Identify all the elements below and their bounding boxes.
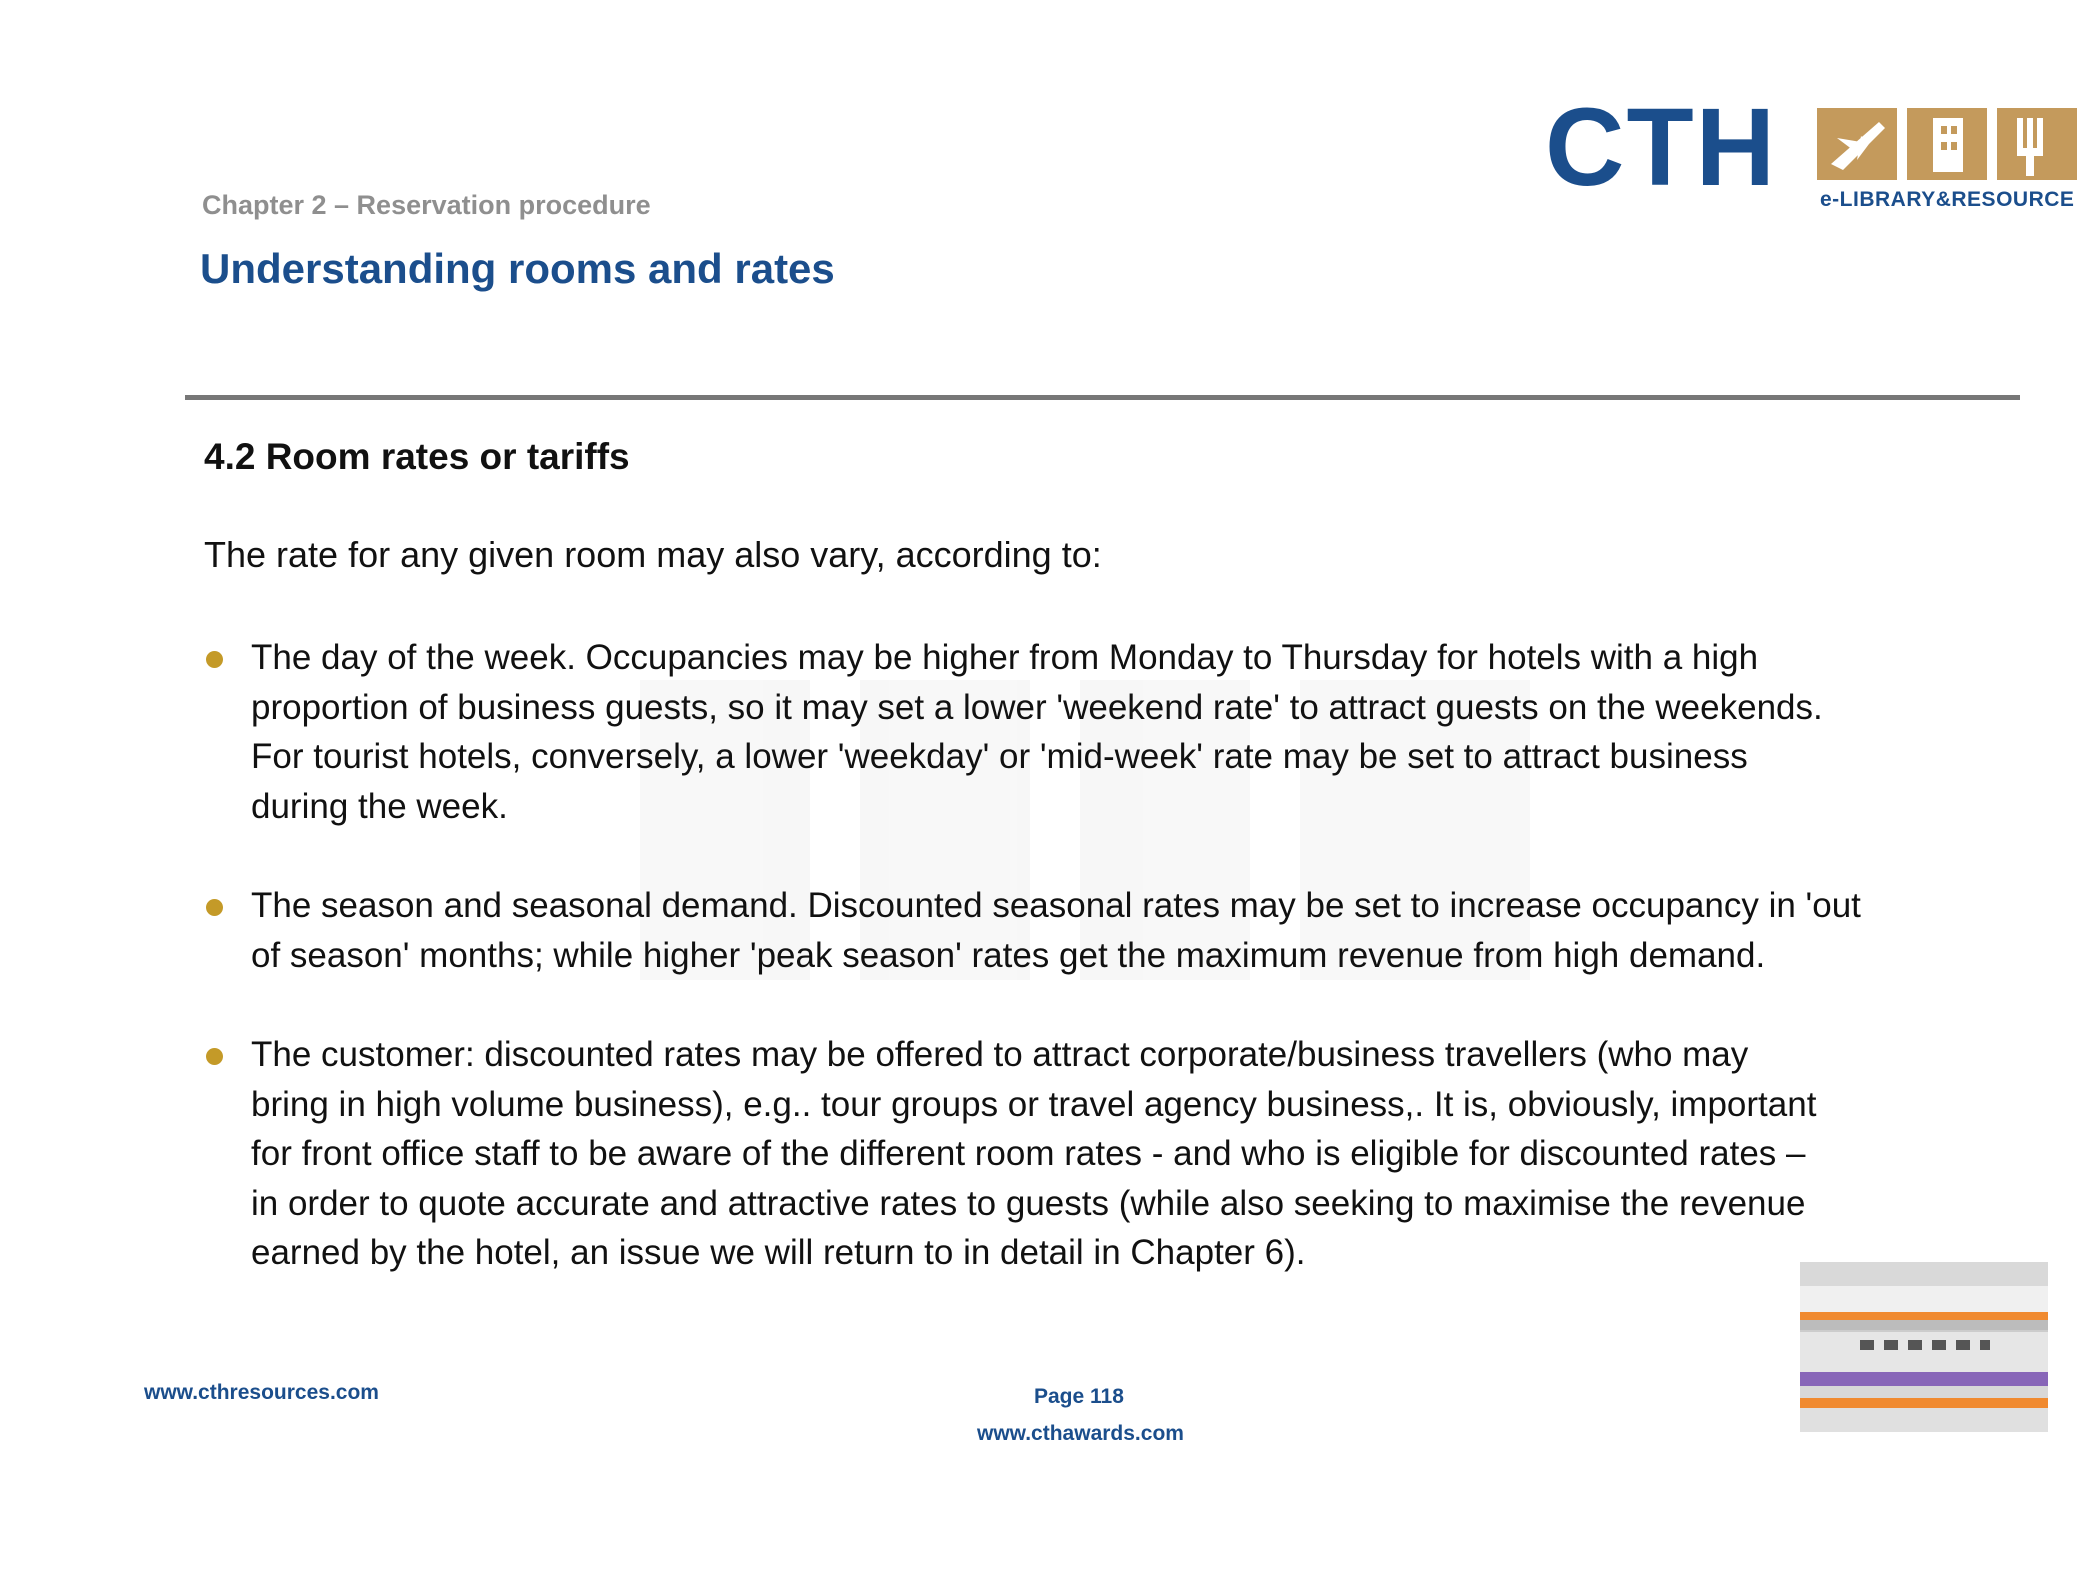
- section-heading: 4.2 Room rates or tariffs: [204, 436, 630, 477]
- bullet-line: proportion of business guests, so it may set a lower 'weekend rate' to attract guests on the weekends.: [251, 687, 1823, 727]
- logo-wordmark: CTH: [1545, 86, 1778, 209]
- airplane-icon: [1817, 108, 1897, 180]
- page-title: Understanding rooms and rates: [200, 245, 835, 292]
- bullet-line: For tourist hotels, conversely, a lower 'weekday' or 'mid-week' rate may be set to attract business: [251, 737, 1748, 777]
- bullet-dot: [206, 651, 223, 668]
- logo-subtitle: e-LIBRARY&RESOURCE: [1820, 188, 2075, 211]
- bullet-line: of season' months; while higher 'peak season' rates get the maximum revenue from high demand.: [251, 935, 1766, 975]
- bullet-line: for front office staff to be aware of the different room rates - and who is eligible for discounted rates –: [251, 1134, 1806, 1174]
- page-number: Page 118: [1034, 1385, 1124, 1408]
- bullet-text: [251, 881, 2001, 980]
- intro-paragraph: The rate for any given room may also vary, according to:: [204, 534, 1102, 575]
- books-illustration: [1800, 1262, 2048, 1432]
- bullet-line: The day of the week. Occupancies may be higher from Monday to Thursday for hotels with a high: [251, 638, 1759, 677]
- header-divider: [185, 395, 2020, 400]
- chapter-label: Chapter 2 – Reservation procedure: [202, 190, 651, 220]
- bullet-line: bring in high volume business), e.g.. tour groups or travel agency business,. It is, obviously, important: [251, 1084, 1817, 1124]
- bullet-line: during the week.: [251, 786, 508, 826]
- bullet-text: [251, 633, 2001, 831]
- bullet-dot: [206, 899, 223, 916]
- bullet-line: The customer: discounted rates may be offered to attract corporate/business travellers (who may: [251, 1035, 1749, 1074]
- fork-icon: [1997, 108, 2077, 180]
- bullet-dot: [206, 1048, 223, 1065]
- bullet-line: in order to quote accurate and attractive rates to guests (while also seeking to maximise the revenue: [251, 1183, 1806, 1223]
- footer-link-awards[interactable]: www.cthawards.com: [977, 1422, 1184, 1445]
- bullet-text: [251, 1030, 2001, 1278]
- bullet-line: earned by the hotel, an issue we will return to in detail in Chapter 6).: [251, 1233, 1306, 1273]
- footer-link-resources[interactable]: www.cthresources.com: [144, 1381, 379, 1404]
- bullet-line: The season and seasonal demand. Discounted seasonal rates may be set to increase occupancy in 'out: [251, 886, 1861, 925]
- cth-logo: [1545, 86, 2075, 218]
- building-icon: [1907, 108, 1987, 180]
